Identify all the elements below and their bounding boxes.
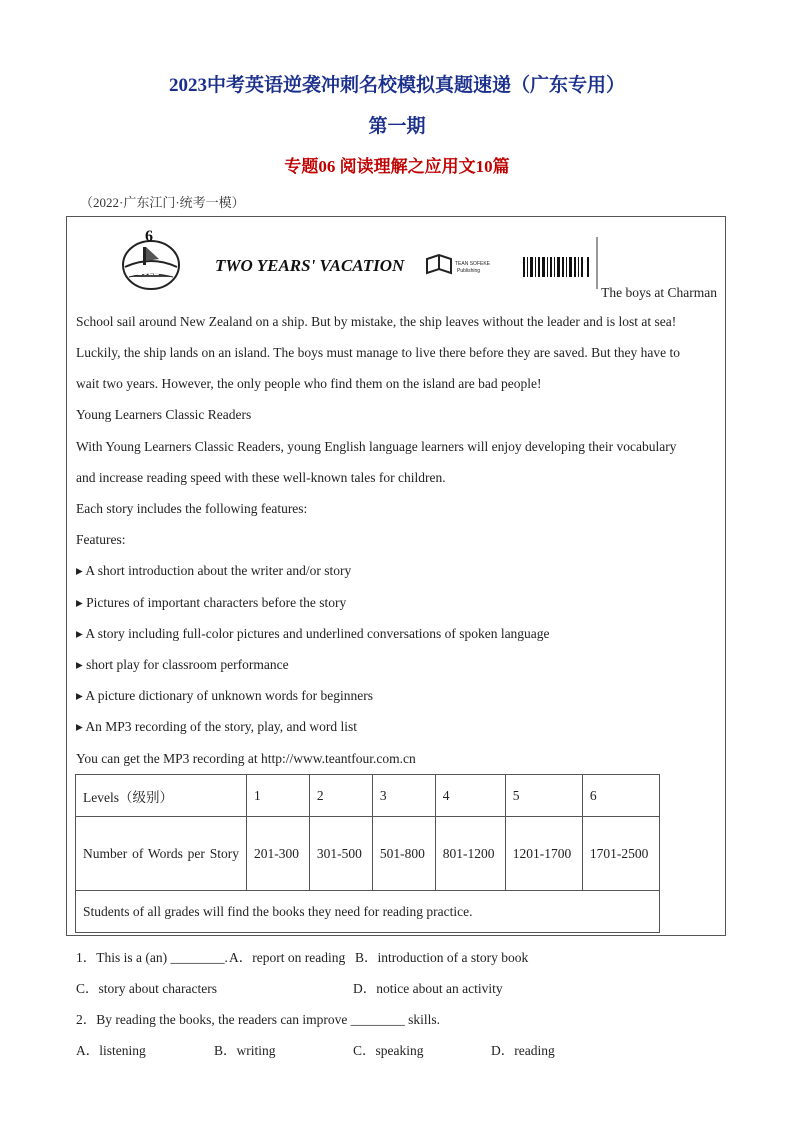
question-1-option-c[interactable]: C．story about characters (76, 981, 217, 996)
book-logo-icon (427, 255, 491, 274)
levels-table (75, 774, 660, 933)
series-name: Young Learners Classic Readers (76, 407, 252, 422)
words-cell: 801-1200 (435, 817, 505, 891)
question-1-option-b[interactable]: B．introduction of a story book (355, 950, 529, 965)
levels-label: Levels（级别） (76, 775, 247, 817)
issue-label: 第一期 (368, 116, 426, 137)
series-desc-line-2: and increase reading speed with these well-known tales for children. (76, 470, 446, 485)
badge-year: 2022 (137, 267, 160, 278)
footer-row (76, 891, 660, 933)
words-cell: 501-800 (372, 817, 435, 891)
advertisement-box (66, 216, 726, 936)
banner-title: TWO YEARS' VACATION (215, 256, 405, 275)
question-2-option-b[interactable]: B．writing (214, 1043, 276, 1058)
question-2-option-c[interactable]: C．speaking (353, 1043, 424, 1058)
intro-line-2: Luckily, the ship lands on an island. The boys must manage to live there before they are saved. But they have to (76, 345, 680, 360)
feature-item: ▸ Pictures of important characters before the story (76, 595, 347, 610)
features-intro: Each story includes the following features: (76, 501, 308, 516)
intro-lead: The boys at Charman (601, 285, 717, 300)
features-label: Features: (76, 532, 126, 547)
words-cell: 1701-2500 (582, 817, 659, 891)
words-cell: 201-300 (247, 817, 310, 891)
mp3-note: You can get the MP3 recording at http://www.teantfour.com.cn (76, 751, 416, 766)
table-footer: Students of all grades will find the books they need for reading practice. (76, 891, 660, 933)
feature-item: ▸ A short introduction about the writer and/or story (76, 563, 352, 578)
intro-line-3: wait two years. However, the only people who find them on the island are bad people! (76, 376, 542, 391)
question-2-option-a[interactable]: A．listening (76, 1043, 146, 1058)
question-source: （2022·广东江门·统考一模） (80, 195, 245, 210)
ad-banner-graphics (115, 227, 675, 297)
question-2-option-d[interactable]: D．reading (491, 1043, 555, 1058)
topic-title: 专题06 阅读理解之应用文10篇 (284, 157, 510, 176)
series-desc-line-1: With Young Learners Classic Readers, young English language learners will enjoy developing their vocabulary (76, 439, 677, 454)
question-1-option-a[interactable]: A．report on reading (229, 950, 346, 965)
svg-text:TEAN SOFEKE: TEAN SOFEKE (455, 261, 491, 267)
levels-row (76, 775, 660, 817)
words-cell: 1201-1700 (505, 817, 582, 891)
svg-text:Publishing: Publishing (457, 268, 481, 274)
words-cell: 301-500 (309, 817, 372, 891)
question-2-stem: 2．By reading the books, the readers can improve ________ skills. (76, 1012, 441, 1027)
intro-line-1: School sail around New Zealand on a ship. But by mistake, the ship leaves without the leader and is lost at sea! (76, 314, 677, 329)
level-cell: 6 (582, 775, 659, 817)
level-cell: 2 (309, 775, 372, 817)
feature-item: ▸ A story including full-color pictures and underlined conversations of spoken language (76, 626, 550, 641)
level-cell: 3 (372, 775, 435, 817)
ad-banner (115, 227, 675, 297)
question-1-option-d[interactable]: D．notice about an activity (353, 981, 503, 996)
words-row (76, 817, 660, 891)
level-cell: 1 (247, 775, 310, 817)
words-label: Number of Words per Story (76, 817, 247, 891)
question-1-stem: 1．This is a (an) ________. (76, 950, 228, 965)
ship-badge-icon (123, 228, 179, 289)
feature-item: ▸ short play for classroom performance (76, 657, 289, 672)
barcode-icon (523, 237, 597, 289)
document-title: 2023中考英语逆袭冲刺名校模拟真题速递（广东专用） (168, 75, 625, 96)
feature-item: ▸ An MP3 recording of the story, play, and word list (76, 719, 357, 734)
badge-number: 6 (145, 228, 153, 245)
level-cell: 4 (435, 775, 505, 817)
feature-item: ▸ A picture dictionary of unknown words for beginners (76, 688, 373, 703)
level-cell: 5 (505, 775, 582, 817)
